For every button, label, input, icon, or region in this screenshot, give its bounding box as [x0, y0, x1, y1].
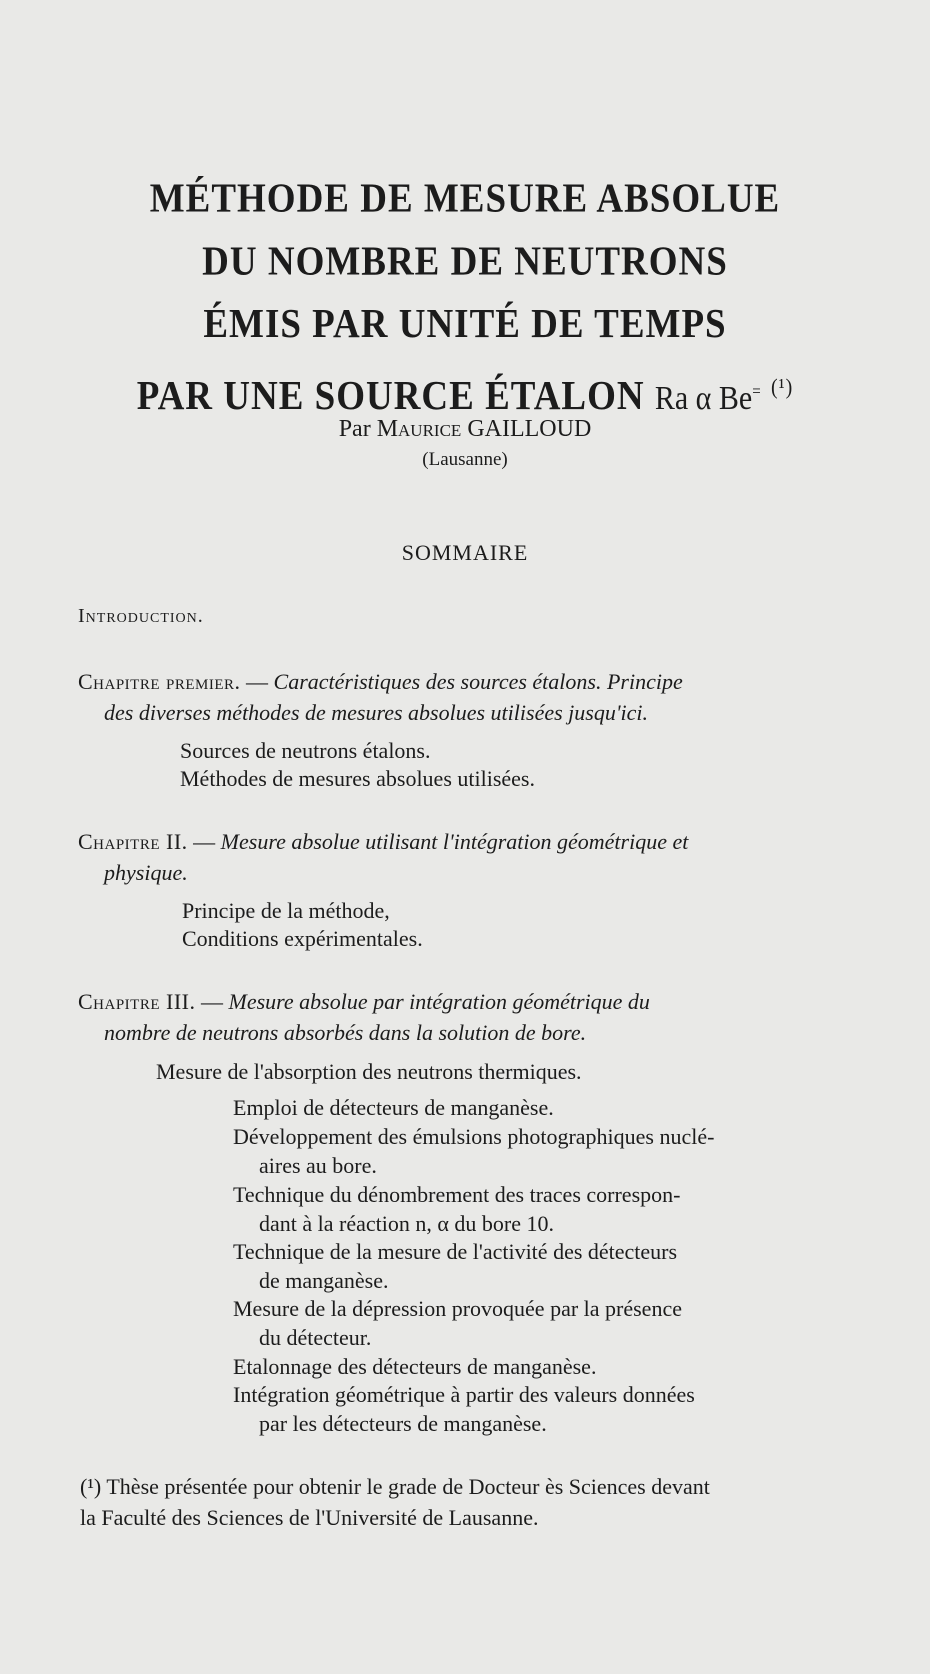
toc-chapter-1: [78, 666, 862, 728]
title-line-2: DU NOMBRE DE NEUTRONS: [202, 238, 728, 285]
toc-chapter-2: [78, 826, 862, 888]
footnote-marker: (¹): [80, 1474, 102, 1499]
footnote-line-2: la Faculté des Sciences de l'Université de Lausanne.: [80, 1505, 539, 1530]
chapter-1-title-line-1: Caractéristiques des sources étalons. Principe: [273, 669, 683, 694]
toc-chapter-3: [78, 986, 862, 1048]
item-7-line-2: par les détecteurs de manganèse.: [259, 1411, 547, 1436]
author-affiliation: (Lausanne): [422, 449, 508, 470]
chapter-1-item-1: Sources de neutrons étalons.: [180, 738, 431, 763]
chapter-1-title-line-2: des diverses méthodes de mesures absolues utilisées jusqu'ici.: [104, 700, 649, 725]
chapter-3-title-line-1: Mesure absolue par intégration géométrique du: [228, 989, 650, 1014]
item-4-line-2: de manganèse.: [259, 1268, 389, 1293]
chapter-1-head: Chapitre premier.: [78, 669, 241, 694]
toc-introduction: Introduction.: [78, 605, 204, 627]
item-1-line-1: Emploi de détecteurs de manganèse.: [233, 1095, 554, 1120]
chapter-3-item-1: [233, 1093, 554, 1122]
chapter-3-item-6: [233, 1352, 596, 1381]
item-6-line-1: Etalonnage des détecteurs de manganèse.: [233, 1354, 597, 1379]
chapter-3-item-2: [233, 1122, 860, 1180]
chapter-3-section: Mesure de l'absorption des neutrons thermiques.: [156, 1059, 582, 1084]
title-line-4-text: PAR UNE SOURCE ÉTALON: [136, 373, 645, 420]
footnote-line-1-text: Thèse présentée pour obtenir le grade de Docteur ès Sciences devant: [106, 1474, 710, 1499]
chapter-1-item-2: Méthodes de mesures absolues utilisées.: [180, 766, 535, 791]
chapter-3-item-5: [233, 1294, 860, 1352]
chapter-2-head: Chapitre II.: [78, 829, 188, 854]
item-5-line-2: du détecteur.: [259, 1325, 372, 1350]
chapter-3-head: Chapitre III.: [78, 989, 196, 1014]
author-byline: [0, 416, 930, 443]
title-formula: [655, 380, 761, 417]
title-line-1: MÉTHODE DE MESURE ABSOLUE: [149, 175, 781, 222]
chapter-3-item-7: [233, 1380, 860, 1438]
item-3-line-2: dant à la réaction n, α du bore 10.: [259, 1211, 554, 1236]
author-prefix: Par: [338, 416, 371, 442]
formula-main: Ra α Be: [654, 380, 753, 418]
sommaire-heading: SOMMAIRE: [401, 540, 529, 565]
chapter-2-item-2: Conditions expérimentales.: [182, 926, 423, 951]
item-3-line-1: Technique du dénombrement des traces correspon-: [233, 1182, 681, 1207]
item-2-line-2: aires au bore.: [259, 1153, 377, 1178]
title-line-3: ÉMIS PAR UNITÉ DE TEMPS: [203, 301, 727, 348]
footnote: [80, 1471, 920, 1533]
chapter-3-dash: —: [195, 989, 229, 1014]
author-first-name: Maurice: [376, 416, 462, 442]
chapter-1-dash: —: [240, 669, 274, 694]
item-5-line-1: Mesure de la dépression provoquée par la présence: [233, 1296, 682, 1321]
item-4-line-1: Technique de la mesure de l'activité des détecteurs: [233, 1239, 678, 1264]
chapter-3-item-3: [233, 1180, 860, 1238]
item-7-line-1: Intégration géométrique à partir des valeurs données: [233, 1382, 695, 1407]
paper-title: [0, 168, 930, 430]
author-last-name: GAILLOUD: [467, 416, 592, 442]
chapter-2-dash: —: [187, 829, 221, 854]
item-2-line-1: Développement des émulsions photographiques nuclé-: [233, 1124, 715, 1149]
chapter-3-title-line-2: nombre de neutrons absorbés dans la solution de bore.: [104, 1020, 587, 1045]
chapter-2-title-line-1: Mesure absolue utilisant l'intégration géométrique et: [220, 829, 689, 854]
chapter-2-title-line-2: physique.: [104, 860, 188, 885]
formula-sup: =: [752, 383, 761, 402]
title-footnote-ref: (¹): [770, 375, 794, 400]
chapter-3-item-4: [233, 1237, 860, 1295]
footnote-line-1: [80, 1471, 920, 1502]
chapter-2-item-1: Principe de la méthode,: [182, 898, 390, 923]
